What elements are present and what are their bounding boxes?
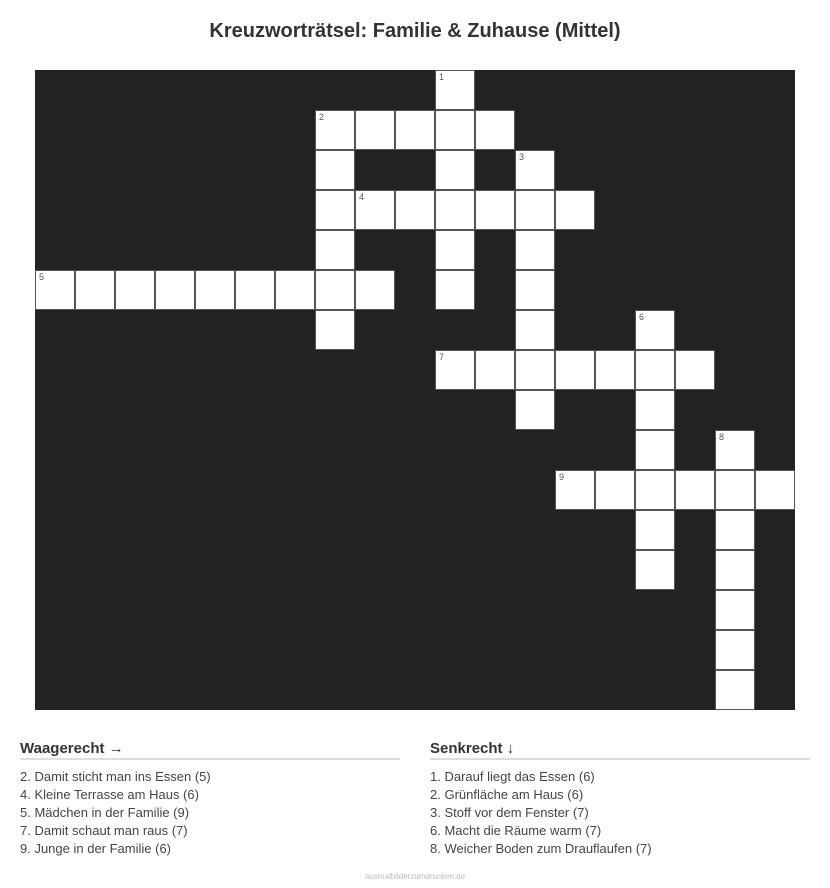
cell-number: 7	[439, 352, 445, 362]
cell-number: 2	[319, 112, 325, 122]
clue-item: 1. Darauf liegt das Essen (6)	[430, 769, 595, 784]
grid-cell[interactable]	[315, 110, 355, 150]
grid-cell[interactable]	[715, 590, 755, 630]
grid-cell[interactable]	[635, 350, 675, 390]
grid-cell[interactable]	[555, 350, 595, 390]
across-heading	[20, 740, 400, 760]
footer-credit: ausmalbilderzumdrucken.de	[364, 872, 466, 881]
grid-cell[interactable]	[715, 470, 755, 510]
grid-cell[interactable]	[435, 150, 475, 190]
clue-item: 7. Damit schaut man raus (7)	[20, 823, 188, 838]
grid-cell[interactable]	[435, 350, 475, 390]
grid-cell[interactable]	[435, 70, 475, 110]
grid-cell[interactable]	[435, 270, 475, 310]
down-heading	[430, 740, 810, 760]
across-clues	[20, 740, 400, 858]
across-clue-list	[20, 768, 400, 858]
clue-item: 6. Macht die Räume warm (7)	[430, 823, 602, 838]
grid-cell[interactable]	[595, 470, 635, 510]
grid-cell[interactable]	[715, 630, 755, 670]
grid-cell[interactable]	[635, 430, 675, 470]
cell-number: 6	[639, 312, 645, 322]
grid-cell[interactable]	[235, 270, 275, 310]
grid-cell[interactable]	[515, 150, 555, 190]
grid-cell[interactable]	[515, 270, 555, 310]
grid-cell[interactable]	[755, 470, 795, 510]
grid-cell[interactable]	[635, 510, 675, 550]
clue-item: 2. Grünfläche am Haus (6)	[430, 787, 584, 802]
crossword-grid	[35, 70, 795, 710]
grid-cell[interactable]	[635, 470, 675, 510]
grid-cell[interactable]	[475, 350, 515, 390]
grid-cell[interactable]	[475, 190, 515, 230]
grid-cell[interactable]	[715, 670, 755, 710]
cell-number: 3	[519, 152, 525, 162]
grid-cell[interactable]	[595, 350, 635, 390]
grid-cell[interactable]	[635, 390, 675, 430]
grid-cell[interactable]	[435, 190, 475, 230]
grid-cell[interactable]	[75, 270, 115, 310]
grid-cell[interactable]	[395, 190, 435, 230]
grid-cell[interactable]	[675, 470, 715, 510]
clue-item: 9. Junge in der Familie (6)	[20, 841, 172, 856]
grid-cell[interactable]	[115, 270, 155, 310]
clue-item: 5. Mädchen in der Familie (9)	[20, 805, 190, 820]
grid-cell[interactable]	[515, 230, 555, 270]
grid-cell[interactable]	[395, 110, 435, 150]
grid-cell[interactable]	[715, 550, 755, 590]
cell-number: 8	[719, 432, 725, 442]
grid-cell[interactable]	[635, 550, 675, 590]
grid-cell[interactable]	[195, 270, 235, 310]
grid-cell[interactable]	[355, 110, 395, 150]
grid-cell[interactable]	[275, 270, 315, 310]
grid-cell[interactable]	[315, 230, 355, 270]
grid-cell[interactable]	[315, 270, 355, 310]
grid-cell[interactable]	[555, 190, 595, 230]
grid-cell[interactable]	[435, 110, 475, 150]
grid-cell[interactable]	[675, 350, 715, 390]
grid-cell[interactable]	[435, 230, 475, 270]
arrow-down-icon: ↓	[506, 740, 515, 757]
down-clue-list	[430, 768, 810, 858]
grid-cell[interactable]	[155, 270, 195, 310]
grid-cell[interactable]	[715, 510, 755, 550]
cell-number: 5	[39, 272, 45, 282]
clue-item: 4. Kleine Terrasse am Haus (6)	[20, 787, 199, 802]
grid-cell[interactable]	[355, 270, 395, 310]
grid-cell[interactable]	[315, 310, 355, 350]
clue-item: 3. Stoff vor dem Fenster (7)	[430, 805, 589, 820]
grid-cell[interactable]	[515, 390, 555, 430]
page-title: Kreuzworträtsel: Familie & Zuhause (Mittel)	[209, 20, 621, 42]
grid-cell[interactable]	[315, 150, 355, 190]
cell-number: 9	[559, 472, 565, 482]
down-heading-label: Senkrecht	[430, 740, 503, 757]
grid-cell[interactable]	[515, 190, 555, 230]
grid-cell[interactable]	[475, 110, 515, 150]
grid-cell[interactable]	[355, 190, 395, 230]
grid-cell[interactable]	[315, 190, 355, 230]
across-heading-label: Waagerecht	[20, 740, 105, 757]
cell-number: 1	[439, 72, 445, 82]
grid-cell[interactable]	[555, 470, 595, 510]
clue-item: 2. Damit sticht man ins Essen (5)	[20, 769, 211, 784]
grid-cell[interactable]	[35, 270, 75, 310]
grid-cell[interactable]	[635, 310, 675, 350]
grid-cell[interactable]	[515, 310, 555, 350]
clue-item: 8. Weicher Boden zum Drauflaufen (7)	[430, 841, 652, 856]
cell-number: 4	[359, 192, 365, 202]
down-clues	[430, 740, 810, 858]
grid-cell[interactable]	[715, 430, 755, 470]
arrow-right-icon: →	[108, 740, 124, 757]
grid-cell[interactable]	[515, 350, 555, 390]
